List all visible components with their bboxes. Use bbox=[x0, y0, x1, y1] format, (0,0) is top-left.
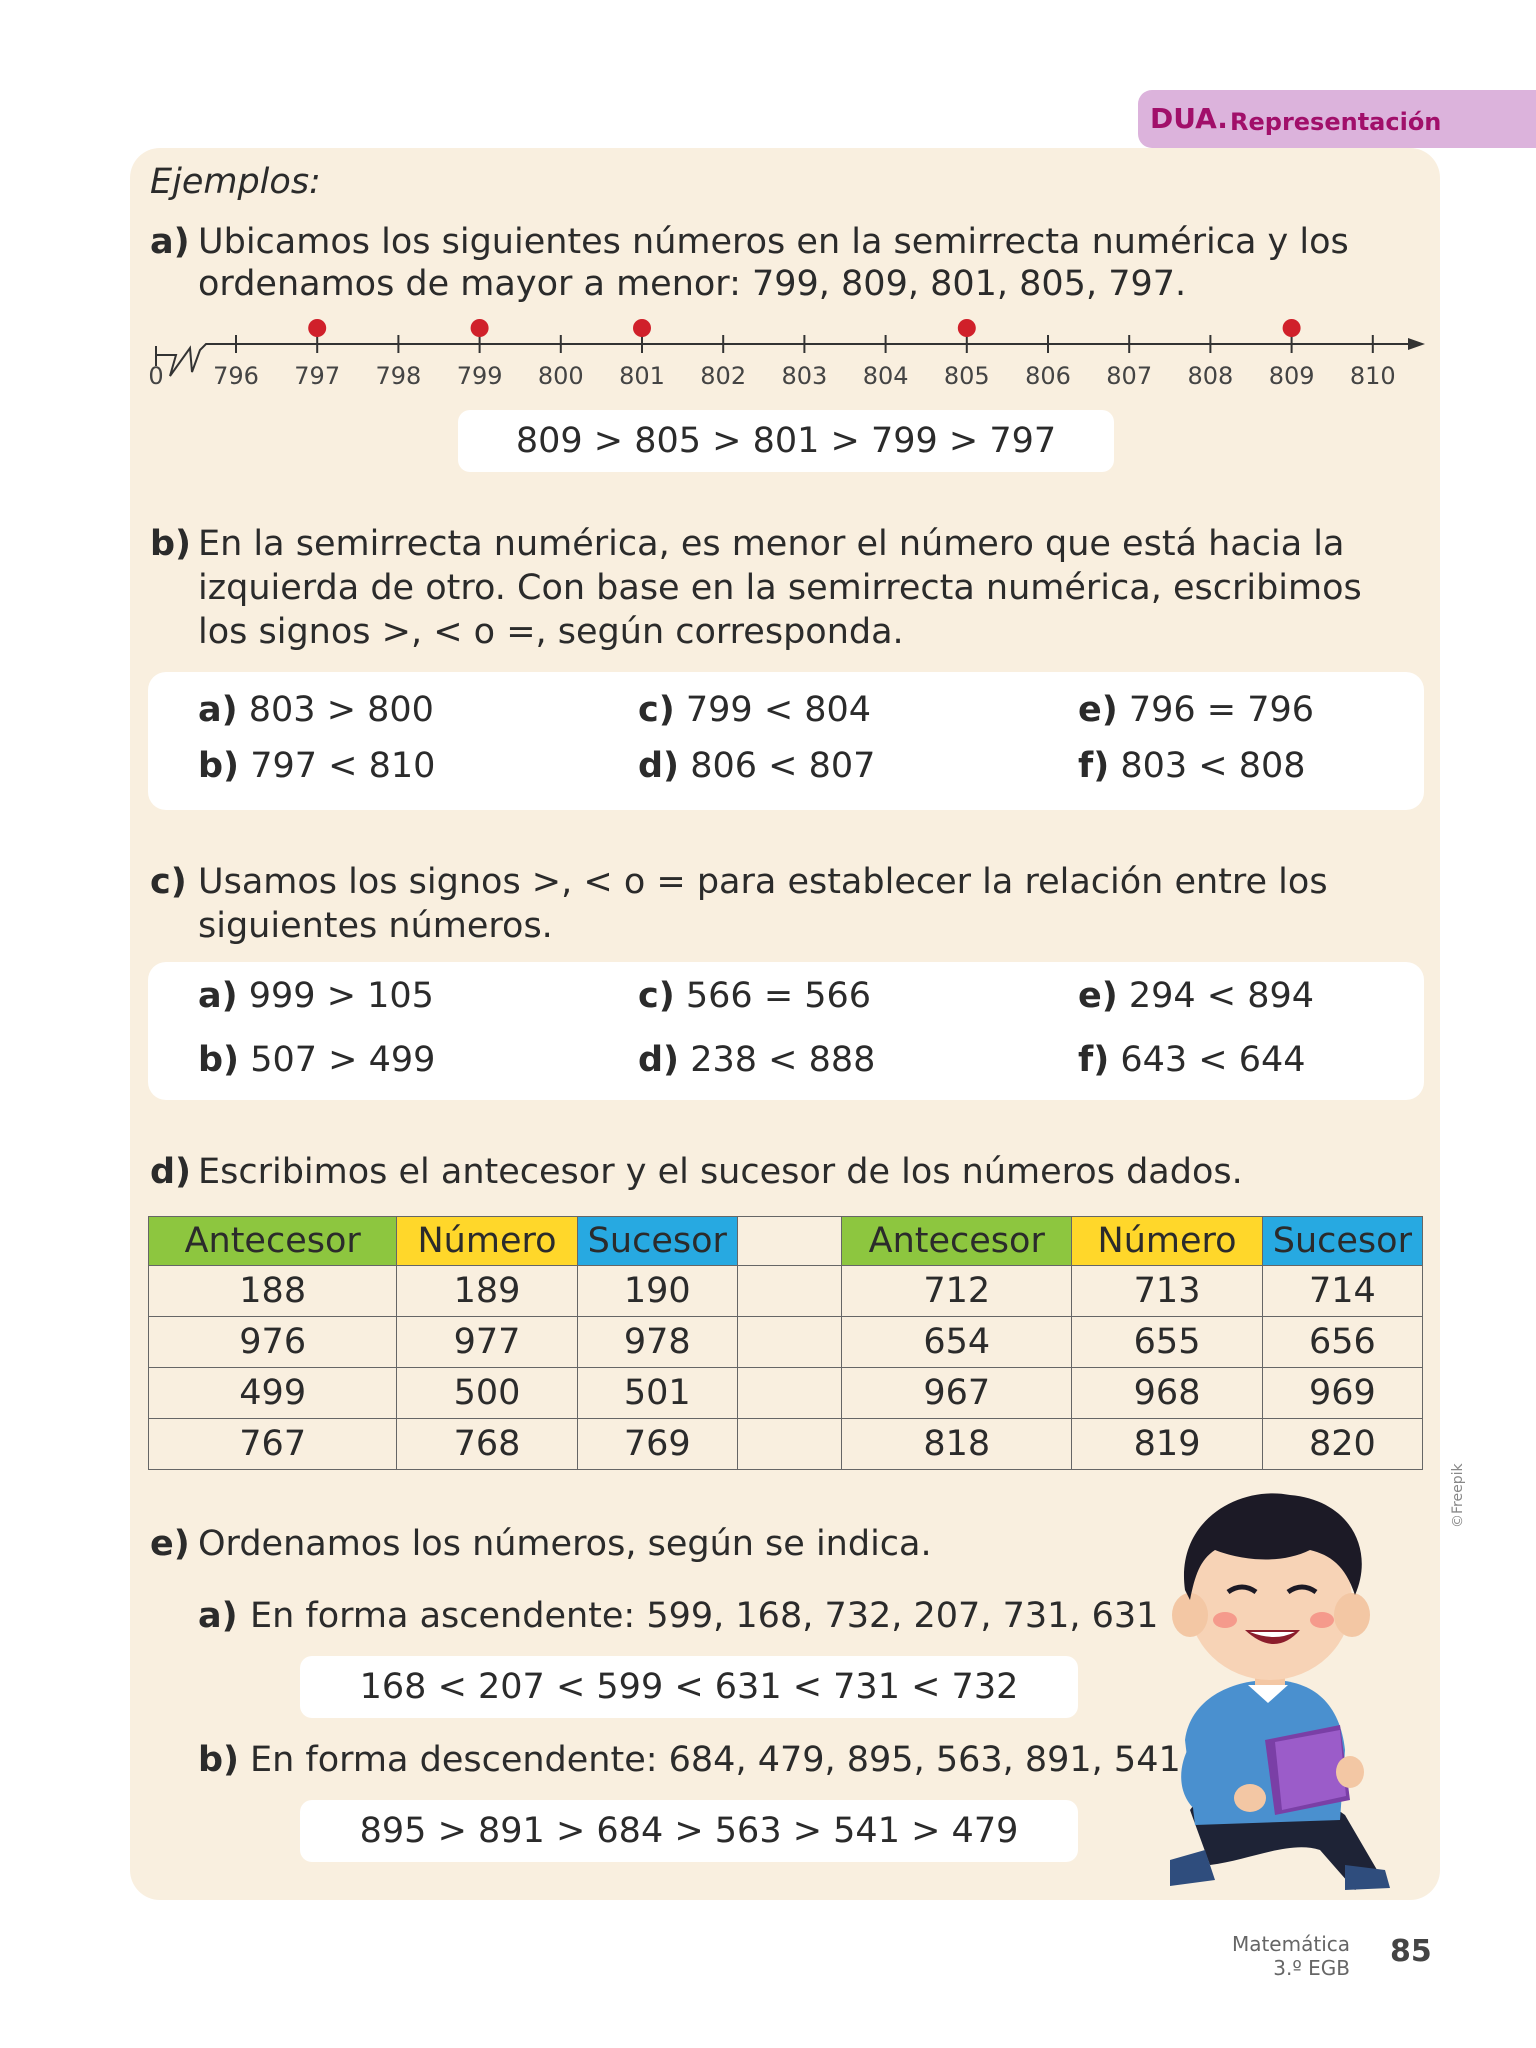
axis-label: 805 bbox=[943, 362, 990, 390]
page-number: 85 bbox=[1390, 1934, 1432, 1969]
axis-label: 800 bbox=[537, 362, 584, 390]
section-c-item: d) 238 < 888 bbox=[638, 1040, 876, 1080]
cell: 969 bbox=[1262, 1368, 1422, 1419]
section-e-a-answer-box bbox=[300, 1656, 1078, 1718]
section-c-item: c) 566 = 566 bbox=[638, 976, 872, 1016]
section-e-a-answer: 168 < 207 < 599 < 631 < 731 < 732 bbox=[359, 1667, 1019, 1707]
number-line bbox=[140, 308, 1430, 400]
section-b-line2: izquierda de otro. Con base en la semirrecta numérica, escribimos bbox=[198, 568, 1362, 608]
table-gap bbox=[737, 1217, 841, 1266]
axis-label: 806 bbox=[1025, 362, 1071, 390]
axis-label: 807 bbox=[1106, 362, 1153, 390]
section-d-label: d) bbox=[150, 1152, 192, 1192]
marked-point bbox=[633, 319, 651, 337]
section-c-label: c) bbox=[150, 862, 187, 902]
cell: 767 bbox=[149, 1419, 397, 1470]
cell: 819 bbox=[1072, 1419, 1262, 1470]
axis-label: 801 bbox=[619, 362, 665, 390]
cell: 712 bbox=[842, 1266, 1072, 1317]
cell: 713 bbox=[1072, 1266, 1262, 1317]
cell: 499 bbox=[149, 1368, 397, 1419]
section-e-text: Ordenamos los números, según se indica. bbox=[198, 1524, 932, 1564]
section-b-item: c) 799 < 804 bbox=[638, 690, 872, 730]
table-gap bbox=[737, 1368, 841, 1419]
footer-grade: 3.º EGB bbox=[1273, 1956, 1350, 1980]
cell: 967 bbox=[842, 1368, 1072, 1419]
table-gap bbox=[737, 1419, 841, 1470]
section-a-answer-box bbox=[458, 410, 1114, 472]
table-gap bbox=[737, 1317, 841, 1368]
section-a-line2: ordenamos de mayor a menor: 799, 809, 801, 805, 797. bbox=[198, 264, 1187, 304]
table-gap bbox=[737, 1266, 841, 1317]
section-e-b-label: b) bbox=[198, 1740, 240, 1780]
marked-point bbox=[308, 319, 326, 337]
section-b-label: b) bbox=[150, 524, 192, 564]
cell: 654 bbox=[842, 1317, 1072, 1368]
cell: 500 bbox=[397, 1368, 577, 1419]
cell: 976 bbox=[149, 1317, 397, 1368]
header-numero: Número bbox=[397, 1217, 577, 1266]
section-e-b-answer: 895 > 891 > 684 > 563 > 541 > 479 bbox=[359, 1811, 1019, 1851]
section-a-label: a) bbox=[150, 222, 190, 262]
section-c-item: f) 643 < 644 bbox=[1078, 1040, 1306, 1080]
examples-title: Ejemplos: bbox=[150, 162, 321, 202]
section-e-b-answer-box bbox=[300, 1800, 1078, 1862]
cell: 656 bbox=[1262, 1317, 1422, 1368]
dua-tab bbox=[1138, 90, 1536, 148]
section-b-item: f) 803 < 808 bbox=[1078, 746, 1306, 786]
header-numero: Número bbox=[1072, 1217, 1262, 1266]
section-b-line1: En la semirrecta numérica, es menor el número que está hacia la bbox=[198, 524, 1345, 564]
section-b-item: e) 796 = 796 bbox=[1078, 690, 1315, 730]
axis-label: 803 bbox=[781, 362, 828, 390]
cell: 655 bbox=[1072, 1317, 1262, 1368]
section-b-item: a) 803 > 800 bbox=[198, 690, 434, 730]
cell: 978 bbox=[577, 1317, 737, 1368]
cell: 501 bbox=[577, 1368, 737, 1419]
marked-point bbox=[471, 319, 489, 337]
section-e-a-text: En forma ascendente: 599, 168, 732, 207, 731, 631 bbox=[250, 1596, 1159, 1636]
cell: 818 bbox=[842, 1419, 1072, 1470]
cell: 820 bbox=[1262, 1419, 1422, 1470]
footer-subject: Matemática bbox=[1231, 1932, 1350, 1956]
section-a-answer: 809 > 805 > 801 > 799 > 797 bbox=[515, 421, 1057, 461]
cell: 188 bbox=[149, 1266, 397, 1317]
cell: 769 bbox=[577, 1419, 737, 1470]
cell: 189 bbox=[397, 1266, 577, 1317]
header-sucesor: Sucesor bbox=[1262, 1217, 1422, 1266]
image-credit: ©Freepik bbox=[1450, 1463, 1466, 1528]
representation-label: Representación bbox=[1230, 108, 1442, 136]
header-antecesor: Antecesor bbox=[149, 1217, 397, 1266]
axis-label: 796 bbox=[213, 362, 259, 390]
axis-label: 802 bbox=[700, 362, 747, 390]
header-sucesor: Sucesor bbox=[577, 1217, 737, 1266]
section-e-b-text: En forma descendente: 684, 479, 895, 563, 891, 541 bbox=[250, 1740, 1181, 1780]
axis-label: 804 bbox=[862, 362, 909, 390]
marked-point bbox=[958, 319, 976, 337]
section-b-item: d) 806 < 807 bbox=[638, 746, 876, 786]
dua-label: DUA. bbox=[1150, 102, 1228, 135]
table-row bbox=[149, 1266, 1423, 1317]
section-a-line1: Ubicamos los siguientes números en la semirrecta numérica y los bbox=[198, 222, 1349, 262]
section-c-line2: siguientes números. bbox=[198, 906, 553, 946]
cell: 714 bbox=[1262, 1266, 1422, 1317]
axis-label: 808 bbox=[1187, 362, 1234, 390]
section-c-line1: Usamos los signos >, < o = para establecer la relación entre los bbox=[198, 862, 1328, 902]
section-b-line3: los signos >, < o =, según corresponda. bbox=[198, 612, 904, 652]
axis-label: 809 bbox=[1268, 362, 1315, 390]
header-antecesor: Antecesor bbox=[842, 1217, 1072, 1266]
section-b-item: b) 797 < 810 bbox=[198, 746, 436, 786]
section-d-text: Escribimos el antecesor y el sucesor de los números dados. bbox=[198, 1152, 1243, 1192]
marked-point bbox=[1283, 319, 1301, 337]
cell: 190 bbox=[577, 1266, 737, 1317]
cell: 968 bbox=[1072, 1368, 1262, 1419]
section-c-item: a) 999 > 105 bbox=[198, 976, 434, 1016]
axis-label: 0 bbox=[148, 362, 164, 390]
axis-label: 797 bbox=[294, 362, 341, 390]
cell: 977 bbox=[397, 1317, 577, 1368]
section-e-a-label: a) bbox=[198, 1596, 238, 1636]
axis-label: 799 bbox=[456, 362, 503, 390]
boy-reading-illustration bbox=[1130, 1480, 1420, 1900]
table-row bbox=[149, 1317, 1423, 1368]
axis-label: 798 bbox=[375, 362, 422, 390]
predecessor-successor-table bbox=[148, 1216, 1423, 1470]
table-row bbox=[149, 1368, 1423, 1419]
table-row bbox=[149, 1419, 1423, 1470]
axis-label: 810 bbox=[1349, 362, 1396, 390]
cell: 768 bbox=[397, 1419, 577, 1470]
section-c-item: b) 507 > 499 bbox=[198, 1040, 436, 1080]
section-c-item: e) 294 < 894 bbox=[1078, 976, 1315, 1016]
section-e-label: e) bbox=[150, 1524, 190, 1564]
